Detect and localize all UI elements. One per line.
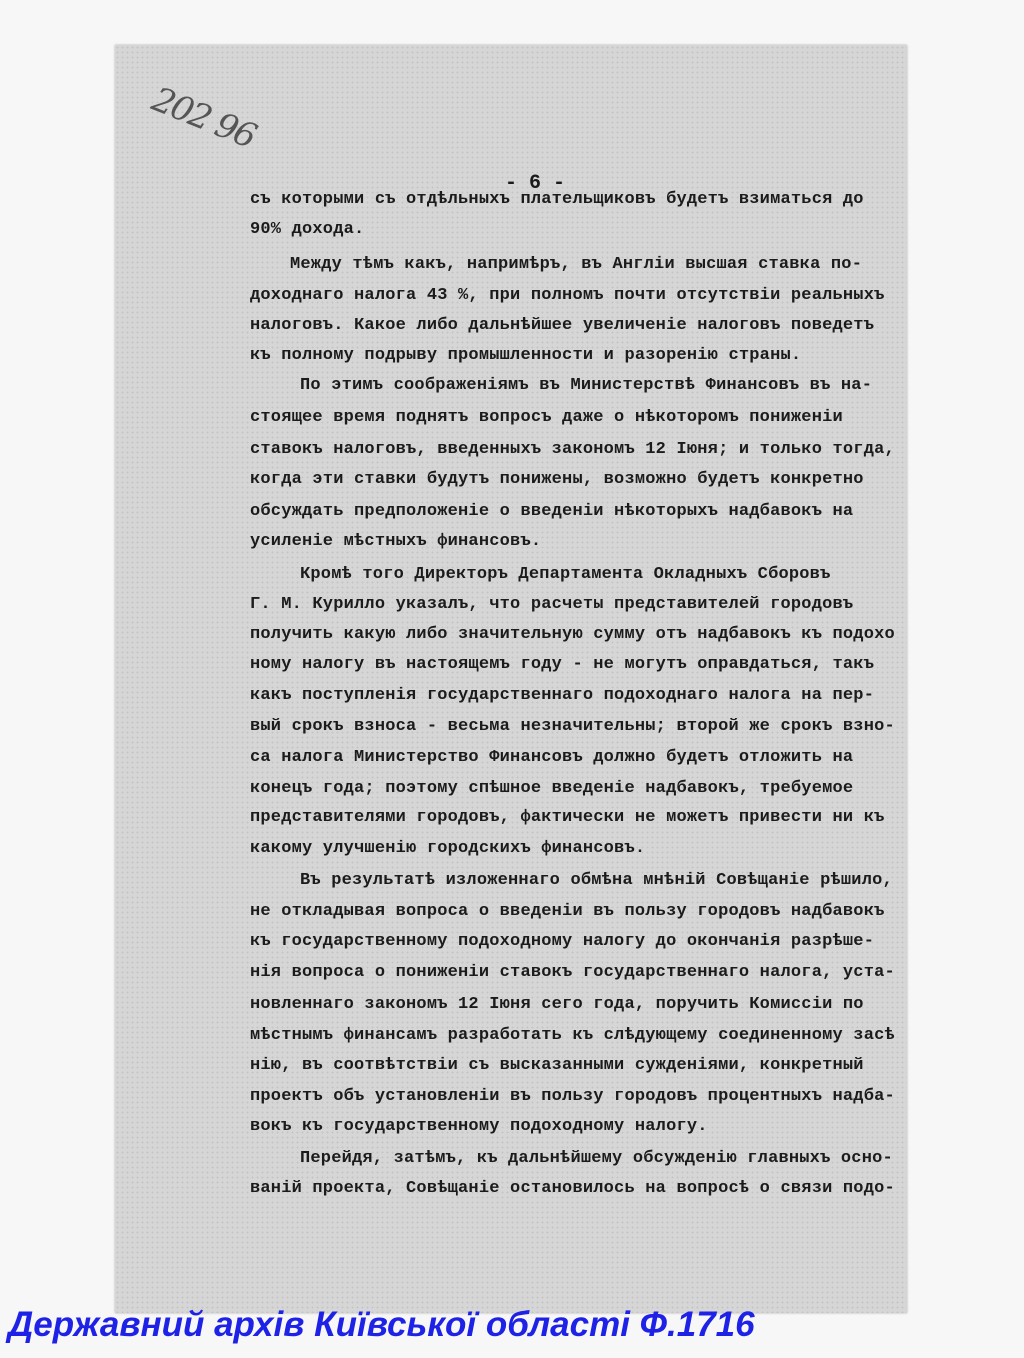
text-line: къ государственному подоходному налогу до окончанія разрѣше-: [250, 932, 875, 951]
text-line: конецъ года; поэтому спѣшное введеніе надбавокъ, требуемое: [250, 779, 854, 798]
text-line: Г. М. Курилло указалъ, что расчеты представителей городовъ: [250, 595, 854, 614]
text-line: ваній проекта, Совѣщаніе остановилось на вопросѣ о связи подо-: [250, 1179, 895, 1198]
text-line: вый срокъ взноса - весьма незначительны; второй же срокъ взно-: [250, 717, 895, 736]
text-line: вокъ къ государственному подоходному налогу.: [250, 1117, 708, 1136]
text-line: Въ результатѣ изложеннаго обмѣна мнѣній Совѣщаніе рѣшило,: [300, 871, 893, 890]
text-line: нія вопроса о пониженіи ставокъ государственнаго налога, уста-: [250, 963, 895, 982]
text-line: обсуждать предположеніе о введеніи нѣкоторыхъ надбавокъ на: [250, 502, 854, 521]
text-line: представителями городовъ, фактически не можетъ привести ни къ: [250, 808, 885, 827]
text-line: не откладывая вопроса о введеніи въ пользу городовъ надбавокъ: [250, 902, 885, 921]
text-line: проектъ объ установленіи въ пользу городовъ процентныхъ надба-: [250, 1087, 895, 1106]
text-line: стоящее время поднятъ вопросъ даже о нѣкоторомъ пониженіи: [250, 408, 843, 427]
text-line: Между тѣмъ какъ, напримѣръ, въ Англіи высшая ставка по-: [290, 255, 863, 274]
text-line: Кромѣ того Директоръ Департамента Окладныхъ Сборовъ: [300, 565, 831, 584]
text-line: По этимъ соображеніямъ въ Министерствѣ Финансовъ въ на-: [300, 376, 873, 395]
text-line: съ которыми съ отдѣльныхъ плательщиковъ будетъ взиматься до: [250, 190, 864, 209]
archive-watermark: Державний архів Київської області Ф.1716: [8, 1305, 755, 1344]
text-line: какому улучшенію городскихъ финансовъ.: [250, 839, 646, 858]
text-line: нію, въ соотвѣтствіи съ высказанными сужденіями, конкретный: [250, 1056, 864, 1075]
text-line: усиленіе мѣстныхъ финансовъ.: [250, 532, 542, 551]
text-line: къ полному подрыву промышленности и разоренію страны.: [250, 346, 802, 365]
text-line: 90% дохода.: [250, 220, 365, 239]
text-line: Перейдя, затѣмъ, къ дальнѣйшему обсужденію главныхъ осно-: [300, 1149, 893, 1168]
text-line: получить какую либо значительную сумму отъ надбавокъ къ подохо: [250, 625, 895, 644]
text-line: доходнаго налога 43 %, при полномъ почти отсутствіи реальныхъ: [250, 286, 885, 305]
page-number: - 6 -: [505, 172, 566, 195]
text-line: ному налогу въ настоящемъ году - не могутъ оправдаться, такъ: [250, 655, 875, 674]
text-line: са налога Министерство Финансовъ должно будетъ отложить на: [250, 748, 854, 767]
text-line: мѣстнымъ финансамъ разработать къ слѣдующему соединенному засѣ: [250, 1026, 895, 1045]
handwritten-archive-number: 202 96: [146, 79, 261, 157]
text-line: ставокъ налоговъ, введенныхъ закономъ 12 Іюня; и только тогда,: [250, 440, 895, 459]
text-line: налоговъ. Какое либо дальнѣйшее увеличеніе налоговъ поведетъ: [250, 316, 875, 335]
text-line: новленнаго закономъ 12 Іюня сего года, поручить Комиссіи по: [250, 995, 864, 1014]
text-line: какъ поступленія государственнаго подоходнаго налога на пер-: [250, 686, 875, 705]
text-line: когда эти ставки будутъ понижены, возможно будетъ конкретно: [250, 470, 864, 489]
